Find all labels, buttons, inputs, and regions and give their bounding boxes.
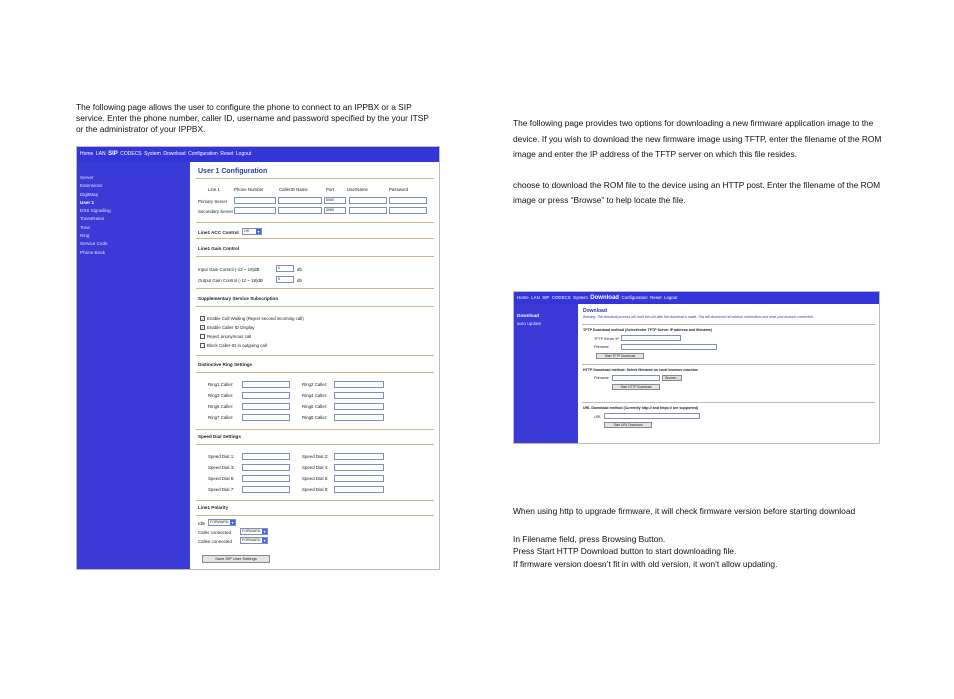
nav-link-lan[interactable]: LAN [531,295,540,300]
caller-input[interactable] [334,453,384,460]
checkbox[interactable] [200,334,205,339]
server-field-input[interactable] [278,197,322,204]
warning-text: Warning: The download process will reset the unit after the download is made. This will disconnect all network connections and reset your browser connection. [583,315,815,319]
caller-label: Ring1 Caller: [208,382,234,387]
right-description-4: In Filename field, press Browsing Button. Press Start HTTP Download button to start downloading file. If firmware version doesn’t fit in with old version, it won’t allow updating. [513,534,778,569]
server-field-input[interactable]: 5060 [324,197,346,204]
caller-input[interactable] [242,414,290,421]
caller-polarity-select[interactable]: FORWARD ▾ [240,528,268,535]
supp-option-label: Reject anonymous call [207,334,252,339]
sidebar-item[interactable]: Service Code [80,241,108,247]
right-description-2: choose to download the ROM file to the device using an HTTP post. Enter the filename of the ROM image or press “Browse” to help locate the file. [513,180,881,205]
nav-link-sip[interactable]: SIP [542,295,550,300]
nav-link-sip[interactable]: SIP [108,151,118,157]
chevron-down-icon: ▾ [231,520,234,525]
column-header: Port [326,187,335,192]
acc-select[interactable]: Off ▾ [242,228,262,235]
secondary-server-label: Secondary Server [198,209,234,214]
caller-label: Speed Dial 8: [302,487,329,492]
start-tftp-download-button[interactable]: Start TFTP Download [596,353,644,359]
nav-link-download[interactable]: Download [590,295,619,301]
http-title: HTTP Download method: Select filename on local browser machine [583,368,698,372]
nav-link-download[interactable]: Download [163,151,186,157]
callee-polarity-select[interactable]: FORWARD ▾ [240,537,268,544]
caller-input[interactable] [242,464,290,471]
caller-label: Ring8 Caller: [302,415,328,420]
db-label: db [297,267,302,272]
primary-server-label: Primary Server [198,199,228,204]
server-field-input[interactable] [278,207,322,214]
tftp-filename-input[interactable] [621,344,717,350]
tftp-title: TFTP Download method (Select/enter TFTP Server IP address and filename) [583,328,713,332]
caller-label: Ring4 Caller: [302,393,328,398]
start-http-download-button[interactable]: Start HTTP Download [612,384,660,390]
nav-link-logout[interactable]: Logout [664,295,678,300]
column-header: CallerID Name [279,187,308,192]
input-gain-input[interactable]: 0 [276,265,294,272]
idle-polarity-select[interactable]: FORWARD ▾ [208,519,236,526]
url-label: URL [594,415,602,419]
caller-input[interactable] [334,392,384,399]
caller-connected-label: Caller connected [198,530,231,535]
caller-label: Ring5 Caller: [208,404,234,409]
chevron-down-icon: ▾ [263,538,266,543]
page-title: Download [583,308,607,314]
sidebar-item[interactable]: DigitMap [80,191,99,197]
caller-label: Ring2 Caller: [302,382,328,387]
server-field-input[interactable]: 5060 [324,207,346,214]
idle-label: Idle [198,521,206,526]
nav-link-home[interactable]: Home [80,151,94,157]
tftp-ip-input[interactable] [621,335,681,341]
download-screenshot [513,291,880,444]
url-input[interactable] [604,413,700,419]
caller-input[interactable] [334,486,384,493]
column-header: Line 1 [208,187,220,192]
caller-input[interactable] [334,475,384,482]
sidebar-item[interactable]: Phone Book [80,249,106,255]
caller-input[interactable] [242,392,290,399]
polarity-title: Line1 Polarity [198,505,229,510]
sidebar-item[interactable]: TonesRates [80,216,105,222]
nav-link-configuration[interactable]: Configuration [621,295,648,300]
caller-label: Speed Dial 5: [208,476,235,481]
sidebar [514,304,578,443]
caller-input[interactable] [242,486,290,493]
main-content [196,162,436,567]
caller-input[interactable] [242,453,290,460]
nav-link-lan[interactable]: LAN [95,151,106,157]
sidebar-item[interactable]: Tone [80,224,90,230]
start-url-download-button[interactable]: Start URL Download [604,422,652,428]
sidebar-item[interactable]: auto update [517,321,542,327]
nav-link-codecs[interactable]: CODECS [120,151,142,157]
checkbox[interactable]: ✓ [201,316,205,321]
supp-option-label: Block Caller-ID in outgoing call [207,343,267,348]
main-content [582,304,877,441]
tftp-filename-label: Filename [594,345,609,349]
sidebar [77,162,190,569]
sidebar-item[interactable]: DSS Signalling [80,208,111,214]
server-field-input[interactable] [389,197,427,204]
browse-button[interactable]: Browse... [662,375,682,381]
input-gain-label: Input Gain Control (-12 ~ 18)dB [198,267,260,272]
nav-link-system[interactable]: System [573,295,588,300]
nav-link-configuration[interactable]: Configuration [188,151,218,157]
acc-label: Line1 ACC Control [198,230,239,235]
top-nav-bar [77,147,439,162]
supp-option-label: Enable Call Waiting (Reject second incoming call) [207,316,304,321]
server-field-input[interactable] [234,197,276,204]
column-header: Phone Number [234,187,264,192]
save-sip-user-button[interactable]: Save SIP User Settings [202,555,270,563]
callee-connected-label: Callee connected [198,539,232,544]
output-gain-label: Output Gain Control (-12 ~ 18)dB [198,278,263,283]
nav-link-reset[interactable]: Reset [220,151,234,157]
server-field-input[interactable] [349,207,387,214]
page-title: User 1 Configuration [198,168,268,175]
nav-link-codecs[interactable]: CODECS [551,295,571,300]
caller-label: Speed Dial 7: [208,487,235,492]
http-filename-input[interactable] [612,375,660,381]
nav-link-system[interactable]: System [144,151,161,157]
speed-title: Speed Dial Settings [198,434,241,439]
caller-input[interactable] [242,403,290,410]
left-description: The following page allows the user to configure the phone to connect to an IPPBX or a SIP service. Enter the phone number, caller ID, username and password specified by the your ITSP or the administrator of your IPPBX. [76,102,429,134]
sidebar-item[interactable]: Server [80,175,94,180]
caller-input[interactable] [242,381,290,388]
checkbox[interactable]: ✓ [201,325,205,330]
url-title: URL Download method (Currently http:// and https:// are supported) [583,406,699,410]
caller-input[interactable] [334,381,384,388]
chevron-down-icon: ▾ [263,529,266,534]
caller-input[interactable] [334,464,384,471]
caller-input[interactable] [334,414,384,421]
tftp-ip-label: TFTP Server IP [594,337,619,341]
top-nav-bar [514,292,879,304]
server-field-input[interactable] [349,197,387,204]
db-label: db [297,278,302,283]
caller-label: Ring6 Caller: [302,404,328,409]
column-header: UserName [347,187,368,192]
supp-option-label: Enable Caller ID Display [207,325,255,330]
caller-label: Speed Dial 2: [302,454,329,459]
right-description-3: When using http to upgrade firmware, it will check firmware version before starting download [513,506,856,516]
sidebar-item[interactable]: Download [517,313,539,318]
server-field-input[interactable] [234,207,276,214]
sidebar-item[interactable]: Extensions [80,183,103,189]
nav-link-logout[interactable]: Logout [235,151,252,157]
chevron-down-icon: ▾ [257,229,260,234]
caller-input[interactable] [242,475,290,482]
supp-title: Supplementary Service Subscription [198,296,279,301]
gain-title: Line1 Gain Control [198,246,240,251]
sip-config-screenshot [76,146,440,570]
http-filename-label: Filename [594,376,609,380]
column-header: Password [389,187,409,192]
sidebar-item[interactable]: Ring [80,233,90,239]
output-gain-input[interactable]: 0 [276,276,294,283]
right-description-1: The following page provides two options for downloading a new firmware application image to the device. If you wish to download the new firmware image using TFTP, enter the filename of the ROM image and enter the IP address of the TFTP server on which this file resides. [513,118,882,159]
nav-link-reset[interactable]: Reset [650,295,662,300]
caller-input[interactable] [334,403,384,410]
nav-link-home[interactable]: Home [517,295,529,300]
caller-label: Ring3 Caller: [208,393,234,398]
checkbox[interactable] [200,343,205,348]
caller-label: Speed Dial 3: [208,465,235,470]
caller-label: Speed Dial 6: [302,476,329,481]
caller-label: Speed Dial 4: [302,465,329,470]
ring-title: Distinctive Ring Settings [198,362,253,367]
server-field-input[interactable] [389,207,427,214]
sidebar-item[interactable]: User 1 [80,199,95,205]
caller-label: Ring7 Caller: [208,415,234,420]
caller-label: Speed Dial 1: [208,454,235,459]
